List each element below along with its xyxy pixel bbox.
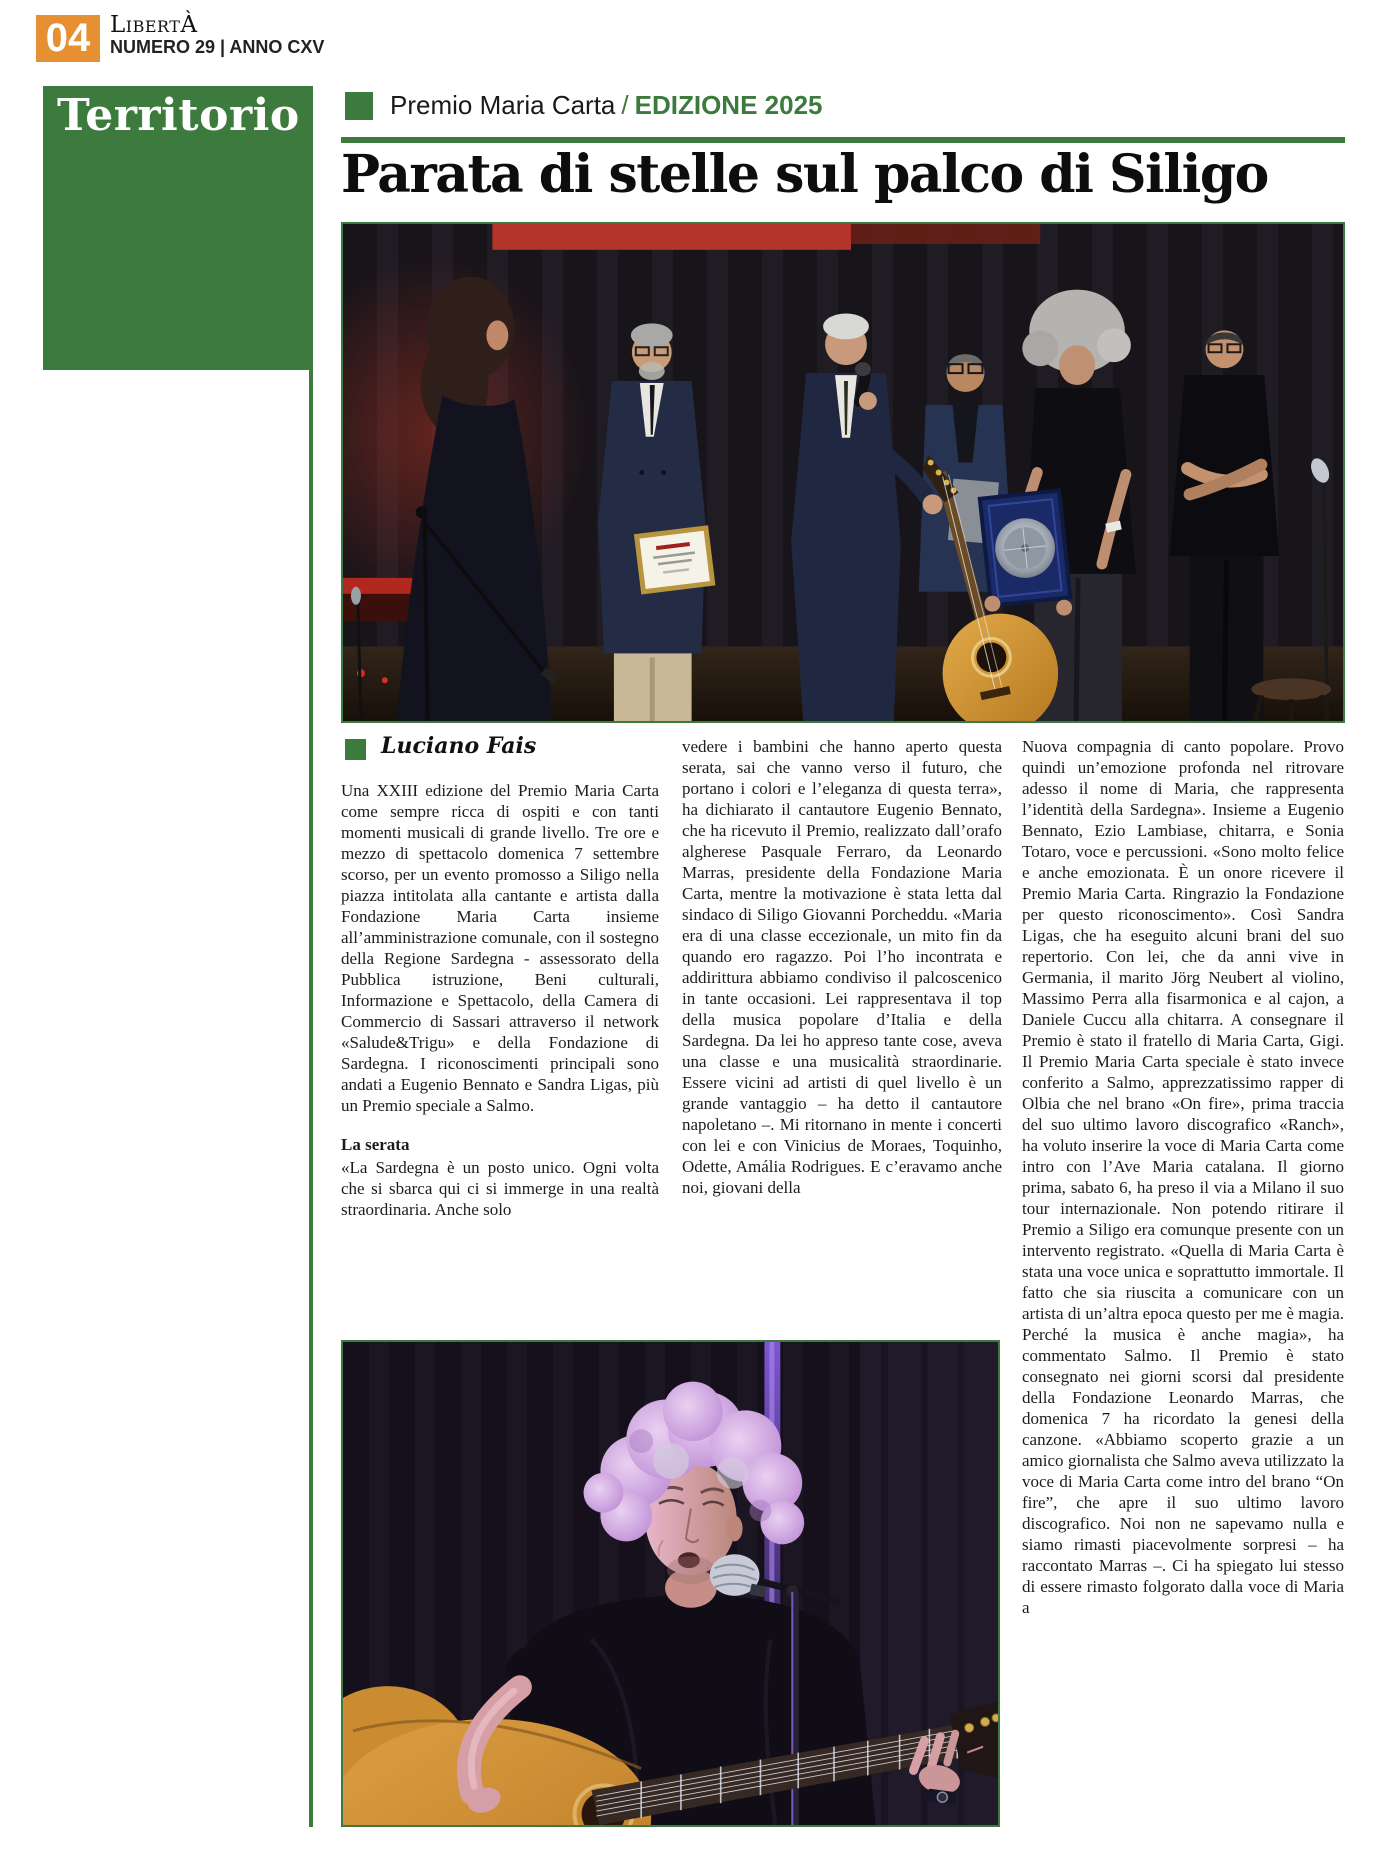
headline-rule [341,137,1345,143]
section-label: Territorio [57,90,300,141]
kicker [390,90,823,121]
page-number-box [36,15,100,62]
byline-square-icon [345,739,366,760]
kicker-separator: / [621,90,629,120]
article-column-1 [341,780,659,1220]
article-subhead: La serata [341,1135,410,1154]
section-box [43,86,313,370]
article-column-2: vedere i bambini che hanno aperto questa serata, sai che vanno verso il futuro, che portano i colori e l’eleganza di questa terra», ha dichiarato il cantautore Eugenio Bennato, che ha ricevuto il Premio, realizzato dall’orafo algherese Pasquale Ferraro, da Leonardo Marras, presidente della Fondazione Maria Carta, mentre la motivazione è stata letta dal sindaco di Siligo Giovanni Porcheddu. «Maria era di una classe eccezionale, un mito fin da quando ero ragazzo. Poi l’ho incontrata e addirittura abbiamo condiviso il palcoscenico in tante occasioni. Lei rappresentava il top della musica popolare d’Italia e della Sardegna. Da lei ho appreso tante cose, aveva una classe e una musicalità straordinarie. Essere vicini ad artisti di quel livello è un grande vantaggio – ha detto il cantautore napoletano –. Mi ritornano in mente i concerti con lei e con Vinicius de Moraes, Toquinho, Odette, Amália Rodrigues. E c’eravamo anche noi, giovani della [682,737,1002,1197]
award-plaque [980,491,1070,606]
article-paragraph: «La Sardegna è un posto unico. Ogni volta che si sbarca qui ci si immerge in una realtà straordinaria. Anche solo [341,1158,659,1219]
left-green-rail [309,370,313,1827]
page-number: 04 [45,16,91,60]
purple-wash [343,1342,998,1825]
byline: Luciano Fais [381,733,537,759]
article-column-3: Nuova compagnia di canto popolare. Provo quindi un’emozione profonda nel ritrovare adesso il nome di Maria, che rappresenta l’identità della Sardegna». Insieme a Eugenio Bennato, Ezio Lambiase, chitarra, e Sonia Totaro, voce e percussioni. «Sono molto felice e anche emozionata. È un onore ricevere il Premio Maria Carta. Ringrazio la Fondazione per questo riconoscimento». Così Sandra Ligas, che ha eseguito alcuni brani del suo repertorio. Con lei, che da anni vive in Germania, il marito Jörg Neubert al violino, Massimo Perra alla fisarmonica e al cajon, a Daniele Cuccu alla chitarra. A consegnare il Premio è stato il fratello di Maria Carta, Gigi. Il Premio Maria Carta speciale è stato invece conferito a Salmo, apprezzatissimo rapper di Olbia che nel brano «On fire», prima traccia del suo ultimo lavoro discografico «Ranch», ha voluto inserire la voce di Maria Carta come intro con l’Ave Maria catalana. Il giorno prima, sabato 6, ha preso il via a Milano il suo tour internazionale. Non potendo ritirare il Premio a Siligo era comunque presente con un intervento registrato. «Quella di Maria Carta è stata una voce unica e soprattutto immortale. Il fatto che sia riuscita a comunicare con un artista di un’altra epoca questo per me è magia. Perché la musica è anche magia», ha commentato Salmo. Il Premio è stato consegnato nei giorni scorsi dal presidente della Fondazione Leonardo Marras, che domenica 7 ha ricordato la genesi della canzone. «Abbiamo scoperto grazie a un amico giornalista che Salmo aveva utilizzato la voce di Maria Carta come intro del brano “On fire”, che apre il suo ultimo lavoro discografico. Noi non ne sapevamo nulla e siamo rimasti piacevolmente sorpresi – ha raccontato Marras –. Ci ha spiegato lui stesso di essere rimasto folgorato dalla voce di Maria a [1022,737,1344,1617]
red-banner [492,224,851,250]
kicker-pre: Premio Maria Carta [390,90,616,120]
issue-line: NUMERO 29 | ANNO CXV [110,37,325,57]
headline: Parata di stelle sul palco di Siligo [341,144,1268,205]
masthead-logo: LibertÀ [110,12,198,38]
main-photo-scene [343,224,1343,721]
secondary-photo [341,1340,1000,1827]
certificate [637,528,713,592]
kicker-highlight: EDIZIONE 2025 [634,90,823,120]
main-photo [341,222,1345,723]
kicker-square-icon [345,92,373,120]
red-banner-dark [851,224,1040,244]
secondary-photo-scene [343,1342,998,1825]
article-paragraph: Una XXIII edizione del Premio Maria Carta come sempre ricca di ospiti e con tanti momenti musicali di grande livello. Tre ore e mezzo di spettacolo domenica 7 settembre scorso, per un evento promosso a Siligo nella piazza intitolata alla cantante e artista dalla Fondazione Maria Carta insieme all’amministrazione comunale, con il sostegno della Regione Sardegna - assessorato della Pubblica istruzione, Beni culturali, Informazione e Spettacolo, della Camera di Commercio di Sassari attraverso il network «Salude&Trigu» e della Fondazione di Sardegna. I riconoscimenti principali sono andati a Eugenio Bennato e Sandra Ligas, più un Premio speciale a Salmo. [341,781,659,1115]
